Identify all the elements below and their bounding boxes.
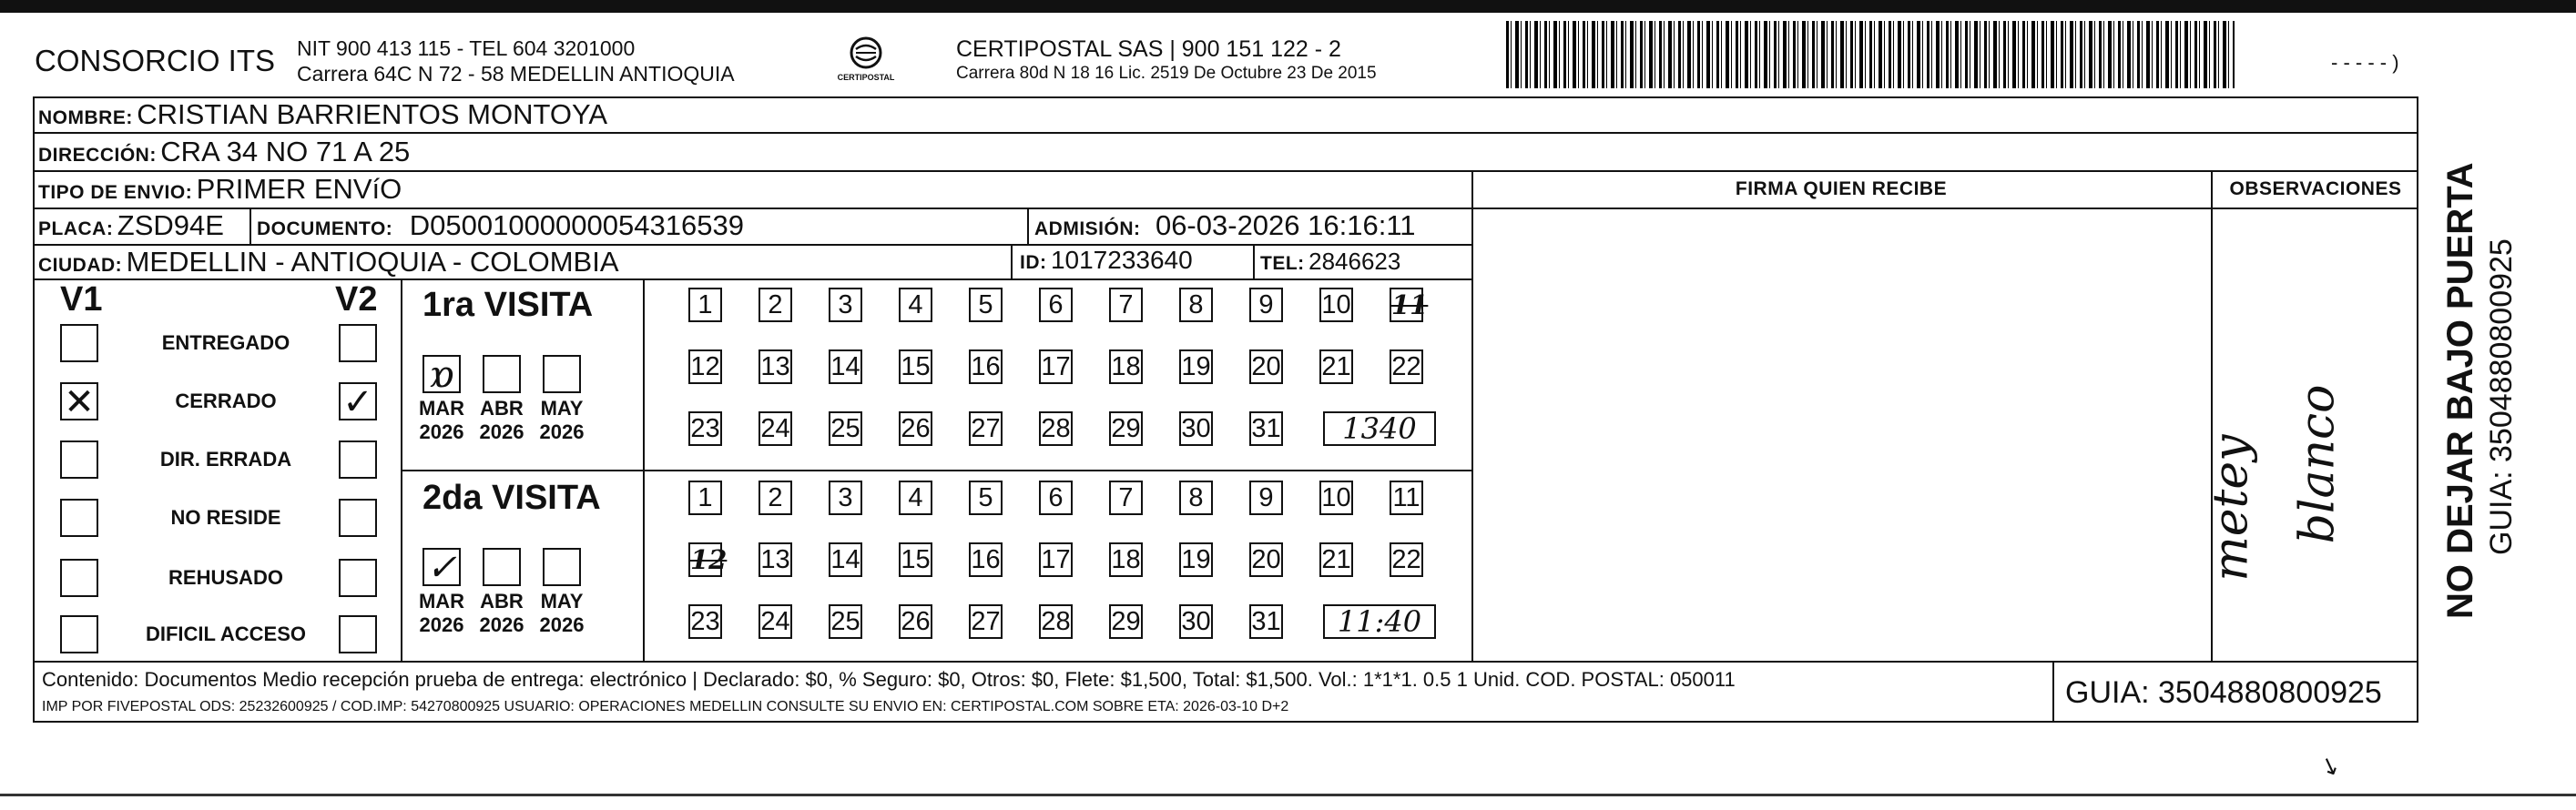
tel-label: TEL: (1260, 253, 1305, 274)
v1-checkbox[interactable] (60, 499, 98, 537)
v2-checkbox-mark (341, 501, 375, 535)
day-box[interactable]: 14 (829, 349, 862, 384)
day-box[interactable]: 4 (899, 481, 932, 515)
side-title: NO DEJAR BAJO PUERTA (2440, 162, 2480, 619)
v2-checkbox-mark: ✓ (342, 381, 373, 423)
day-box[interactable]: 4 (899, 288, 932, 322)
day-box[interactable]: 12 (688, 349, 722, 384)
tel-value: 2846623 (1308, 248, 1401, 275)
month-name: MAY (540, 397, 584, 420)
day-box[interactable]: 30 (1179, 604, 1213, 639)
direccion-row (38, 136, 410, 168)
v1-checkbox[interactable] (60, 381, 98, 423)
day-box[interactable]: 15 (899, 542, 932, 577)
day-box[interactable]: 9 (1249, 481, 1283, 515)
month-checkbox-mark: ✓ (426, 547, 457, 589)
day-box[interactable]: 21 (1319, 349, 1353, 384)
day-box[interactable]: 13 (759, 349, 792, 384)
day-box[interactable]: 2 (759, 481, 792, 515)
v1-checkbox-mark (62, 561, 97, 595)
status-label: REHUSADO (168, 566, 283, 589)
visit-title: 1ra VISITA (423, 286, 594, 324)
day-box[interactable]: 27 (969, 604, 1003, 639)
day-box[interactable]: 18 (1109, 349, 1143, 384)
day-box[interactable]: 6 (1039, 481, 1073, 515)
v1-header: V1 (60, 280, 103, 319)
certipostal-logo-icon (834, 33, 898, 91)
day-box[interactable]: 12 (690, 544, 728, 575)
v1-checkbox-mark (62, 501, 97, 535)
day-box[interactable]: 23 (688, 411, 722, 446)
v1-checkbox-mark (62, 617, 97, 652)
certipostal-logo (834, 33, 898, 91)
day-box[interactable]: 16 (969, 542, 1003, 577)
tipo-envio-row (38, 173, 402, 206)
day-box[interactable]: 5 (969, 481, 1003, 515)
month-name: MAR (418, 397, 465, 420)
day-box[interactable]: 3 (829, 481, 862, 515)
id-label: ID: (1020, 252, 1047, 273)
month-checkbox-mark (545, 550, 579, 584)
v1-checkbox-mark (62, 442, 97, 477)
day-box[interactable]: 24 (759, 604, 792, 639)
v2-checkbox[interactable] (339, 440, 377, 479)
month-checkbox[interactable] (423, 354, 461, 396)
barcode (1506, 21, 2235, 88)
documento-row (257, 209, 744, 242)
firma-header: FIRMA QUIEN RECIBE (1735, 178, 1948, 199)
month-label (415, 397, 468, 444)
v1-checkbox[interactable] (60, 324, 98, 362)
month-checkbox[interactable] (483, 355, 521, 393)
visit-title: 2da VISITA (423, 479, 601, 517)
day-box[interactable]: 17 (1039, 349, 1073, 384)
nombre-value: CRISTIAN BARRIENTOS MONTOYA (137, 98, 608, 130)
day-box[interactable]: 20 (1249, 349, 1283, 384)
status-label: DIR. ERRADA (159, 448, 292, 471)
day-box[interactable]: 30 (1179, 411, 1213, 446)
day-box[interactable]: 19 (1179, 542, 1213, 577)
carrier-address: Carrera 80d N 18 16 Lic. 2519 De Octubre 23 De 2015 (956, 64, 1377, 83)
observaciones-handwriting-1: metey (2204, 434, 2259, 582)
day-box[interactable]: 10 (1319, 288, 1353, 322)
nombre-row (38, 98, 607, 131)
status-label: DIFICIL ACCESO (145, 623, 306, 645)
documento-label: DOCUMENTO: (257, 218, 393, 239)
ciudad-label: CIUDAD: (38, 255, 123, 276)
month-checkbox[interactable] (543, 355, 581, 393)
day-box[interactable]: 25 (829, 411, 862, 446)
month-checkbox[interactable] (423, 547, 461, 589)
v2-checkbox-mark (341, 326, 375, 360)
placa-value: ZSD94E (117, 209, 224, 241)
company-address: Carrera 64C N 72 - 58 MEDELLIN ANTIOQUIA (297, 62, 735, 86)
top-border (0, 0, 2576, 13)
month-year: 2026 (479, 420, 524, 443)
day-box[interactable]: 31 (1249, 411, 1283, 446)
v2-checkbox[interactable] (339, 499, 377, 537)
day-box[interactable]: 11 (1391, 289, 1429, 320)
v2-checkbox[interactable] (339, 615, 377, 653)
placa-row (38, 209, 224, 242)
day-box[interactable]: 6 (1039, 288, 1073, 322)
month-year: 2026 (419, 613, 464, 636)
direccion-value: CRA 34 NO 71 A 25 (160, 136, 411, 167)
logo-text: CERTIPOSTAL (837, 73, 895, 82)
day-box[interactable]: 3 (829, 288, 862, 322)
month-checkbox-mark (484, 357, 519, 391)
v2-checkbox[interactable] (339, 559, 377, 597)
id-value: 1017233640 (1050, 246, 1193, 274)
footer-line-2: IMP POR FIVEPOSTAL ODS: 25232600925 / COD.IMP: 54270800925 USUARIO: OPERACIONES MEDELLIN CONSULTE SU ENVIO EN: CERTIPOSTAL.COM SOBRE ETA: 2026-03-10 D+2 (42, 699, 1289, 714)
day-box[interactable]: 28 (1039, 604, 1073, 639)
day-box[interactable]: 23 (688, 604, 722, 639)
day-box[interactable]: 19 (1179, 349, 1213, 384)
day-box[interactable]: 26 (899, 411, 932, 446)
observaciones-header: OBSERVACIONES (2229, 178, 2402, 199)
month-label (415, 590, 468, 637)
day-box[interactable]: 5 (969, 288, 1003, 322)
observaciones-handwriting-2: blanco (2290, 384, 2346, 544)
month-name: ABR (480, 590, 524, 613)
company-nit: NIT 900 413 115 - TEL 604 3201000 (297, 36, 636, 60)
month-checkbox[interactable] (543, 548, 581, 586)
day-box[interactable]: 29 (1109, 604, 1143, 639)
tipo-envio-label: TIPO DE ENVIO: (38, 182, 193, 203)
admision-row (1034, 209, 1416, 242)
placa-label: PLACA: (38, 218, 114, 239)
corner-arrow-icon: ↘ (2316, 749, 2345, 782)
month-year: 2026 (539, 420, 585, 443)
v2-checkbox-mark (341, 561, 375, 595)
v2-header: V2 (335, 280, 378, 319)
side-guia: GUIA: 3504880800925 (2484, 238, 2519, 555)
v2-checkbox-mark (341, 442, 375, 477)
day-box[interactable]: 9 (1249, 288, 1283, 322)
v1-checkbox-mark (62, 326, 97, 360)
day-box[interactable]: 7 (1109, 288, 1143, 322)
day-box[interactable]: 22 (1390, 542, 1423, 577)
v2-checkbox[interactable] (339, 381, 377, 423)
month-name: MAY (540, 590, 584, 613)
v1-checkbox-mark: ✕ (64, 381, 95, 423)
status-label: NO RESIDE (170, 506, 281, 529)
day-box[interactable]: 14 (829, 542, 862, 577)
month-label (535, 397, 588, 444)
v1-checkbox[interactable] (60, 440, 98, 479)
carrier-name: CERTIPOSTAL SAS | 900 151 122 - 2 (956, 36, 1341, 62)
bottom-border (0, 794, 2576, 796)
month-name: MAR (418, 590, 465, 613)
day-box[interactable]: 20 (1249, 542, 1283, 577)
admision-value: 06-03-2026 16:16:11 (1155, 209, 1416, 241)
day-box[interactable]: 1 (688, 288, 722, 322)
day-box[interactable]: 7 (1109, 481, 1143, 515)
v1-checkbox[interactable] (60, 615, 98, 653)
ciudad-value: MEDELLIN - ANTIOQUIA - COLOMBIA (126, 246, 619, 278)
day-box[interactable]: 11 (1390, 481, 1423, 515)
month-label (475, 590, 528, 637)
month-checkbox[interactable] (483, 548, 521, 586)
nombre-label: NOMBRE: (38, 107, 133, 128)
direccion-label: DIRECCIÓN: (38, 145, 157, 166)
month-name: ABR (480, 397, 524, 420)
status-label: CERRADO (175, 390, 277, 412)
day-box[interactable]: 2 (759, 288, 792, 322)
footer-line-1: Contenido: Documentos Medio recepción prueba de entrega: electrónico | Declarado: $0, % Seguro: $0, Otros: $0, Flete: $1,500, Total: $1,500. Vol.: 1*1*1. 0.5 1 Unid. COD. POSTAL: 050011 (42, 668, 1736, 691)
day-box[interactable]: 1 (688, 481, 722, 515)
firma-area[interactable] (1475, 209, 2209, 659)
day-box[interactable]: 8 (1179, 481, 1213, 515)
day-box[interactable]: 26 (899, 604, 932, 639)
month-year: 2026 (539, 613, 585, 636)
admision-label: ADMISIÓN: (1034, 218, 1141, 239)
time-box[interactable]: 1340 (1323, 411, 1436, 446)
month-label (475, 397, 528, 444)
day-box[interactable]: 8 (1179, 288, 1213, 322)
time-box[interactable]: 11:40 (1323, 604, 1436, 639)
tel-row (1260, 248, 1400, 276)
day-box[interactable]: 21 (1319, 542, 1353, 577)
status-label: ENTREGADO (161, 331, 290, 354)
ciudad-row (38, 246, 619, 278)
day-box[interactable]: 16 (969, 349, 1003, 384)
barcode-scribble: - - - - - ) (2331, 51, 2399, 74)
day-box[interactable]: 24 (759, 411, 792, 446)
footer-guia: GUIA: 3504880800925 (2065, 675, 2382, 710)
day-box[interactable]: 31 (1249, 604, 1283, 639)
v2-checkbox-mark (341, 617, 375, 652)
id-row (1020, 246, 1193, 275)
month-year: 2026 (479, 613, 524, 636)
v1-checkbox[interactable] (60, 559, 98, 597)
company-name: CONSORCIO ITS (35, 44, 276, 77)
month-checkbox-mark (545, 357, 579, 391)
day-box[interactable]: 25 (829, 604, 862, 639)
month-checkbox-mark (484, 550, 519, 584)
day-box[interactable]: 15 (899, 349, 932, 384)
day-box[interactable]: 28 (1039, 411, 1073, 446)
month-year: 2026 (419, 420, 464, 443)
day-box[interactable]: 10 (1319, 481, 1353, 515)
day-box[interactable]: 13 (759, 542, 792, 577)
day-box[interactable]: 27 (969, 411, 1003, 446)
month-label (535, 590, 588, 637)
day-box[interactable]: 29 (1109, 411, 1143, 446)
v2-checkbox[interactable] (339, 324, 377, 362)
day-box[interactable]: 17 (1039, 542, 1073, 577)
documento-value: D05001000000054316539 (409, 209, 744, 241)
day-box[interactable]: 18 (1109, 542, 1143, 577)
day-box[interactable]: 22 (1390, 349, 1423, 384)
tipo-envio-value: PRIMER ENVíO (196, 173, 402, 205)
month-checkbox-mark: ɒ (429, 354, 454, 396)
